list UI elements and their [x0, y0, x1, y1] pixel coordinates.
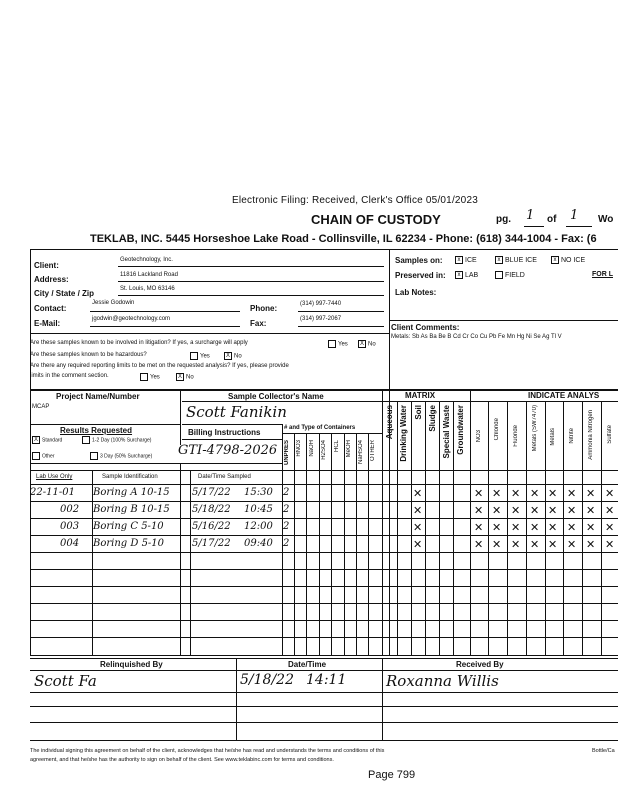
hazard-question: Are these samples known to be hazardous? — [30, 352, 147, 358]
city-label: City / State / Zip — [34, 289, 95, 298]
row-sample-id: Boring D 5-10 — [93, 538, 165, 549]
billing-label: Billing Instructions — [188, 428, 261, 437]
lab-option[interactable]: x LAB — [455, 271, 478, 279]
hazard-no[interactable]: X No — [225, 353, 242, 360]
billing-value: GTI-4798-2026 — [178, 443, 278, 458]
row-sample-id: Boring A 10-15 — [93, 487, 170, 498]
blue-ice-option[interactable]: x BLUE ICE — [495, 256, 537, 264]
x-mark: ✕ — [413, 538, 423, 551]
three-day-option[interactable]: 3 Day (50% Surcharge) — [90, 452, 152, 460]
page-number: 1 — [526, 208, 535, 223]
ice-option[interactable]: x ICE — [455, 256, 477, 264]
city-value: St. Louis, MO 63146 — [120, 286, 175, 292]
limits-yes-box[interactable] — [140, 373, 148, 381]
of-label: of — [547, 214, 557, 225]
project-name-value: MCAP — [32, 404, 50, 410]
row-date: 5/18/22 — [192, 504, 231, 515]
standard-option[interactable]: X Standard — [33, 437, 63, 444]
hazard-no-box[interactable]: X — [225, 353, 230, 359]
row-date: 5/16/22 — [192, 521, 231, 532]
analysis-col: Ammonia Nitrogen — [588, 410, 594, 460]
results-requested-label: Results Requested — [60, 426, 133, 435]
address-label: Address: — [34, 275, 69, 284]
fax-value: (314) 997-2067 — [300, 316, 342, 322]
phone-label: Phone: — [250, 304, 278, 313]
limits-no[interactable]: X No — [177, 374, 194, 381]
analysis-col: Metals (SW7470) — [532, 405, 538, 452]
lab-notes-label: Lab Notes: — [395, 288, 437, 297]
matrix-header: MATRIX — [405, 391, 436, 400]
x-mark: ✕ — [413, 504, 423, 517]
container-col: HNO3 — [296, 440, 302, 457]
collector-value: Scott Fanikin — [186, 403, 287, 421]
container-col: NaHSO4 — [358, 440, 364, 465]
matrix-col: Aqueous — [385, 405, 394, 440]
lab-checkbox[interactable]: x — [455, 271, 463, 279]
samples-on-label: Samples on: — [395, 256, 443, 265]
project-name-label: Project Name/Number — [56, 392, 140, 401]
row-lab-id: 003 — [60, 521, 80, 532]
analysis-col: Fluoride — [513, 425, 519, 447]
no-ice-checkbox[interactable]: x — [551, 256, 559, 264]
matrix-col: Drinking Water — [399, 405, 408, 462]
row-date: 5/17/22 — [192, 487, 231, 498]
container-col: UNPRES — [284, 440, 290, 466]
bottle-label: Bottle/Ca — [592, 748, 615, 754]
row-count: 2 — [283, 538, 290, 549]
for-lab-label: FOR L — [592, 271, 613, 278]
field-checkbox[interactable] — [495, 271, 503, 279]
standard-checkbox[interactable]: X — [33, 437, 38, 443]
filing-stamp: Electronic Filing: Received, Clerk's Office 05/01/2023 — [232, 195, 478, 206]
blue-ice-checkbox[interactable]: x — [495, 256, 503, 264]
three-day-checkbox[interactable] — [90, 452, 98, 460]
one-day-option[interactable]: 1-2 Day (100% Surcharge) — [82, 436, 151, 444]
limits-question-2: limits in the comment section. — [30, 373, 109, 379]
one-day-checkbox[interactable] — [82, 436, 90, 444]
row-count: 2 — [283, 504, 290, 515]
container-col: OTHER — [370, 440, 376, 461]
analysis-header: INDICATE ANALYS — [528, 391, 600, 400]
matrix-col: Special Waste — [442, 405, 451, 459]
container-col: NaOH — [309, 440, 315, 457]
limits-yes[interactable]: Yes — [140, 373, 160, 381]
relinquished-date: 5/18/22 — [240, 672, 294, 688]
containers-label: # and Type of Containers — [284, 425, 356, 431]
email-label: E-Mail: — [34, 319, 61, 328]
phone-value: (314) 997-7440 — [300, 301, 342, 307]
lab-use-label: Lab Use Only — [36, 474, 73, 480]
row-time: 12:00 — [244, 521, 273, 532]
contact-label: Contact: — [34, 304, 67, 313]
hazard-yes[interactable]: Yes — [190, 352, 210, 360]
row-sample-id: Boring B 10-15 — [93, 504, 170, 515]
received-signature: Roxanna Willis — [386, 672, 499, 690]
collector-label: Sample Collector's Name — [228, 392, 324, 401]
client-label: Client: — [34, 261, 59, 270]
row-lab-id: 004 — [60, 538, 80, 549]
contact-value: Jessie Godowin — [92, 300, 135, 306]
analysis-col: Nitrite — [569, 428, 575, 444]
x-mark: ✕ — [413, 487, 423, 500]
litigation-no-box[interactable]: X — [359, 341, 364, 347]
row-sample-id: Boring C 5-10 — [93, 521, 164, 532]
page-title: CHAIN OF CUSTODY — [311, 212, 441, 227]
address-value: 11816 Lackland Road — [120, 272, 178, 278]
received-label: Received By — [456, 660, 504, 669]
page-footer: Page 799 — [368, 769, 416, 781]
matrix-col: Soil — [414, 405, 423, 420]
hazard-yes-box[interactable] — [190, 352, 198, 360]
limits-no-box[interactable]: X — [177, 374, 182, 380]
container-col: MeOH — [346, 440, 352, 458]
row-lab-id: 002 — [60, 504, 80, 515]
limits-question-1: Are there any required reporting limits to be met on the requested analysis? If yes, please provide — [30, 363, 289, 369]
row-count: 2 — [283, 487, 290, 498]
relinquished-label: Relinquished By — [100, 660, 163, 669]
litigation-question: Are these samples known to be involved in litigation? If yes, a surcharge will apply — [30, 340, 248, 346]
x-mark: ✕ — [413, 521, 423, 534]
analysis-col: Chloride — [494, 418, 500, 441]
matrix-col: Groundwater — [456, 405, 465, 455]
container-col: HCL — [334, 440, 340, 453]
sample-id-label: Sample Identification — [102, 474, 158, 480]
container-col: H2SO4 — [321, 440, 327, 460]
client-comments-value: Metals: Sb As Ba Be B Cd Cr Co Cu Pb Fe Mn Hg Ni Se Ag Tl V — [391, 334, 562, 340]
row-lab-id: 22-11-01 — [30, 487, 75, 498]
litigation-yes[interactable]: Yes — [328, 340, 348, 348]
row-count: 2 — [283, 521, 290, 532]
relinquished-time: 14:11 — [306, 672, 347, 688]
analysis-col: NO3 — [476, 430, 482, 443]
page-label: pg. — [496, 214, 511, 225]
terms-line-2: agreement, and that he/she has the authority to sign on behalf of the client. See www.teklabinc.com for terms and conditions. — [30, 757, 334, 763]
date-time-label: Date/Time Sampled — [198, 474, 251, 480]
field-option[interactable]: FIELD — [495, 271, 525, 279]
other-checkbox[interactable] — [32, 452, 40, 460]
date-time-header: Date/Time — [288, 660, 327, 669]
other-option[interactable]: Other — [32, 452, 55, 460]
row-time: 10:45 — [244, 504, 273, 515]
litigation-yes-box[interactable] — [328, 340, 336, 348]
client-value: Geotechnology, Inc. — [120, 257, 173, 263]
litigation-no[interactable]: X No — [359, 341, 376, 348]
email-value: jgodwin@geotechnology.com — [92, 316, 171, 322]
lab-address-line: TEKLAB, INC. 5445 Horseshoe Lake Road - Collinsville, IL 62234 - Phone: (618) 344-1004 - Fax: (6 — [90, 233, 597, 245]
row-date: 5/17/22 — [192, 538, 231, 549]
wo-label: Wo — [598, 214, 614, 225]
no-ice-option[interactable]: x NO ICE — [551, 256, 585, 264]
preserved-label: Preserved in: — [395, 271, 446, 280]
row-time: 15:30 — [244, 487, 273, 498]
matrix-col: Sludge — [428, 405, 437, 432]
page-total: 1 — [570, 208, 579, 223]
analysis-col: Metals — [550, 428, 556, 446]
terms-line-1: The individual signing this agreement on behalf of the client, acknowledges that he/she has read and understands the terms and conditions of this — [30, 748, 385, 754]
relinquished-signature: Scott Fa — [34, 672, 97, 690]
analysis-col: Sulfate — [607, 425, 613, 444]
fax-label: Fax: — [250, 319, 267, 328]
ice-checkbox[interactable]: x — [455, 256, 463, 264]
row-time: 09:40 — [244, 538, 273, 549]
client-comments-label: Client Comments: — [391, 323, 460, 332]
